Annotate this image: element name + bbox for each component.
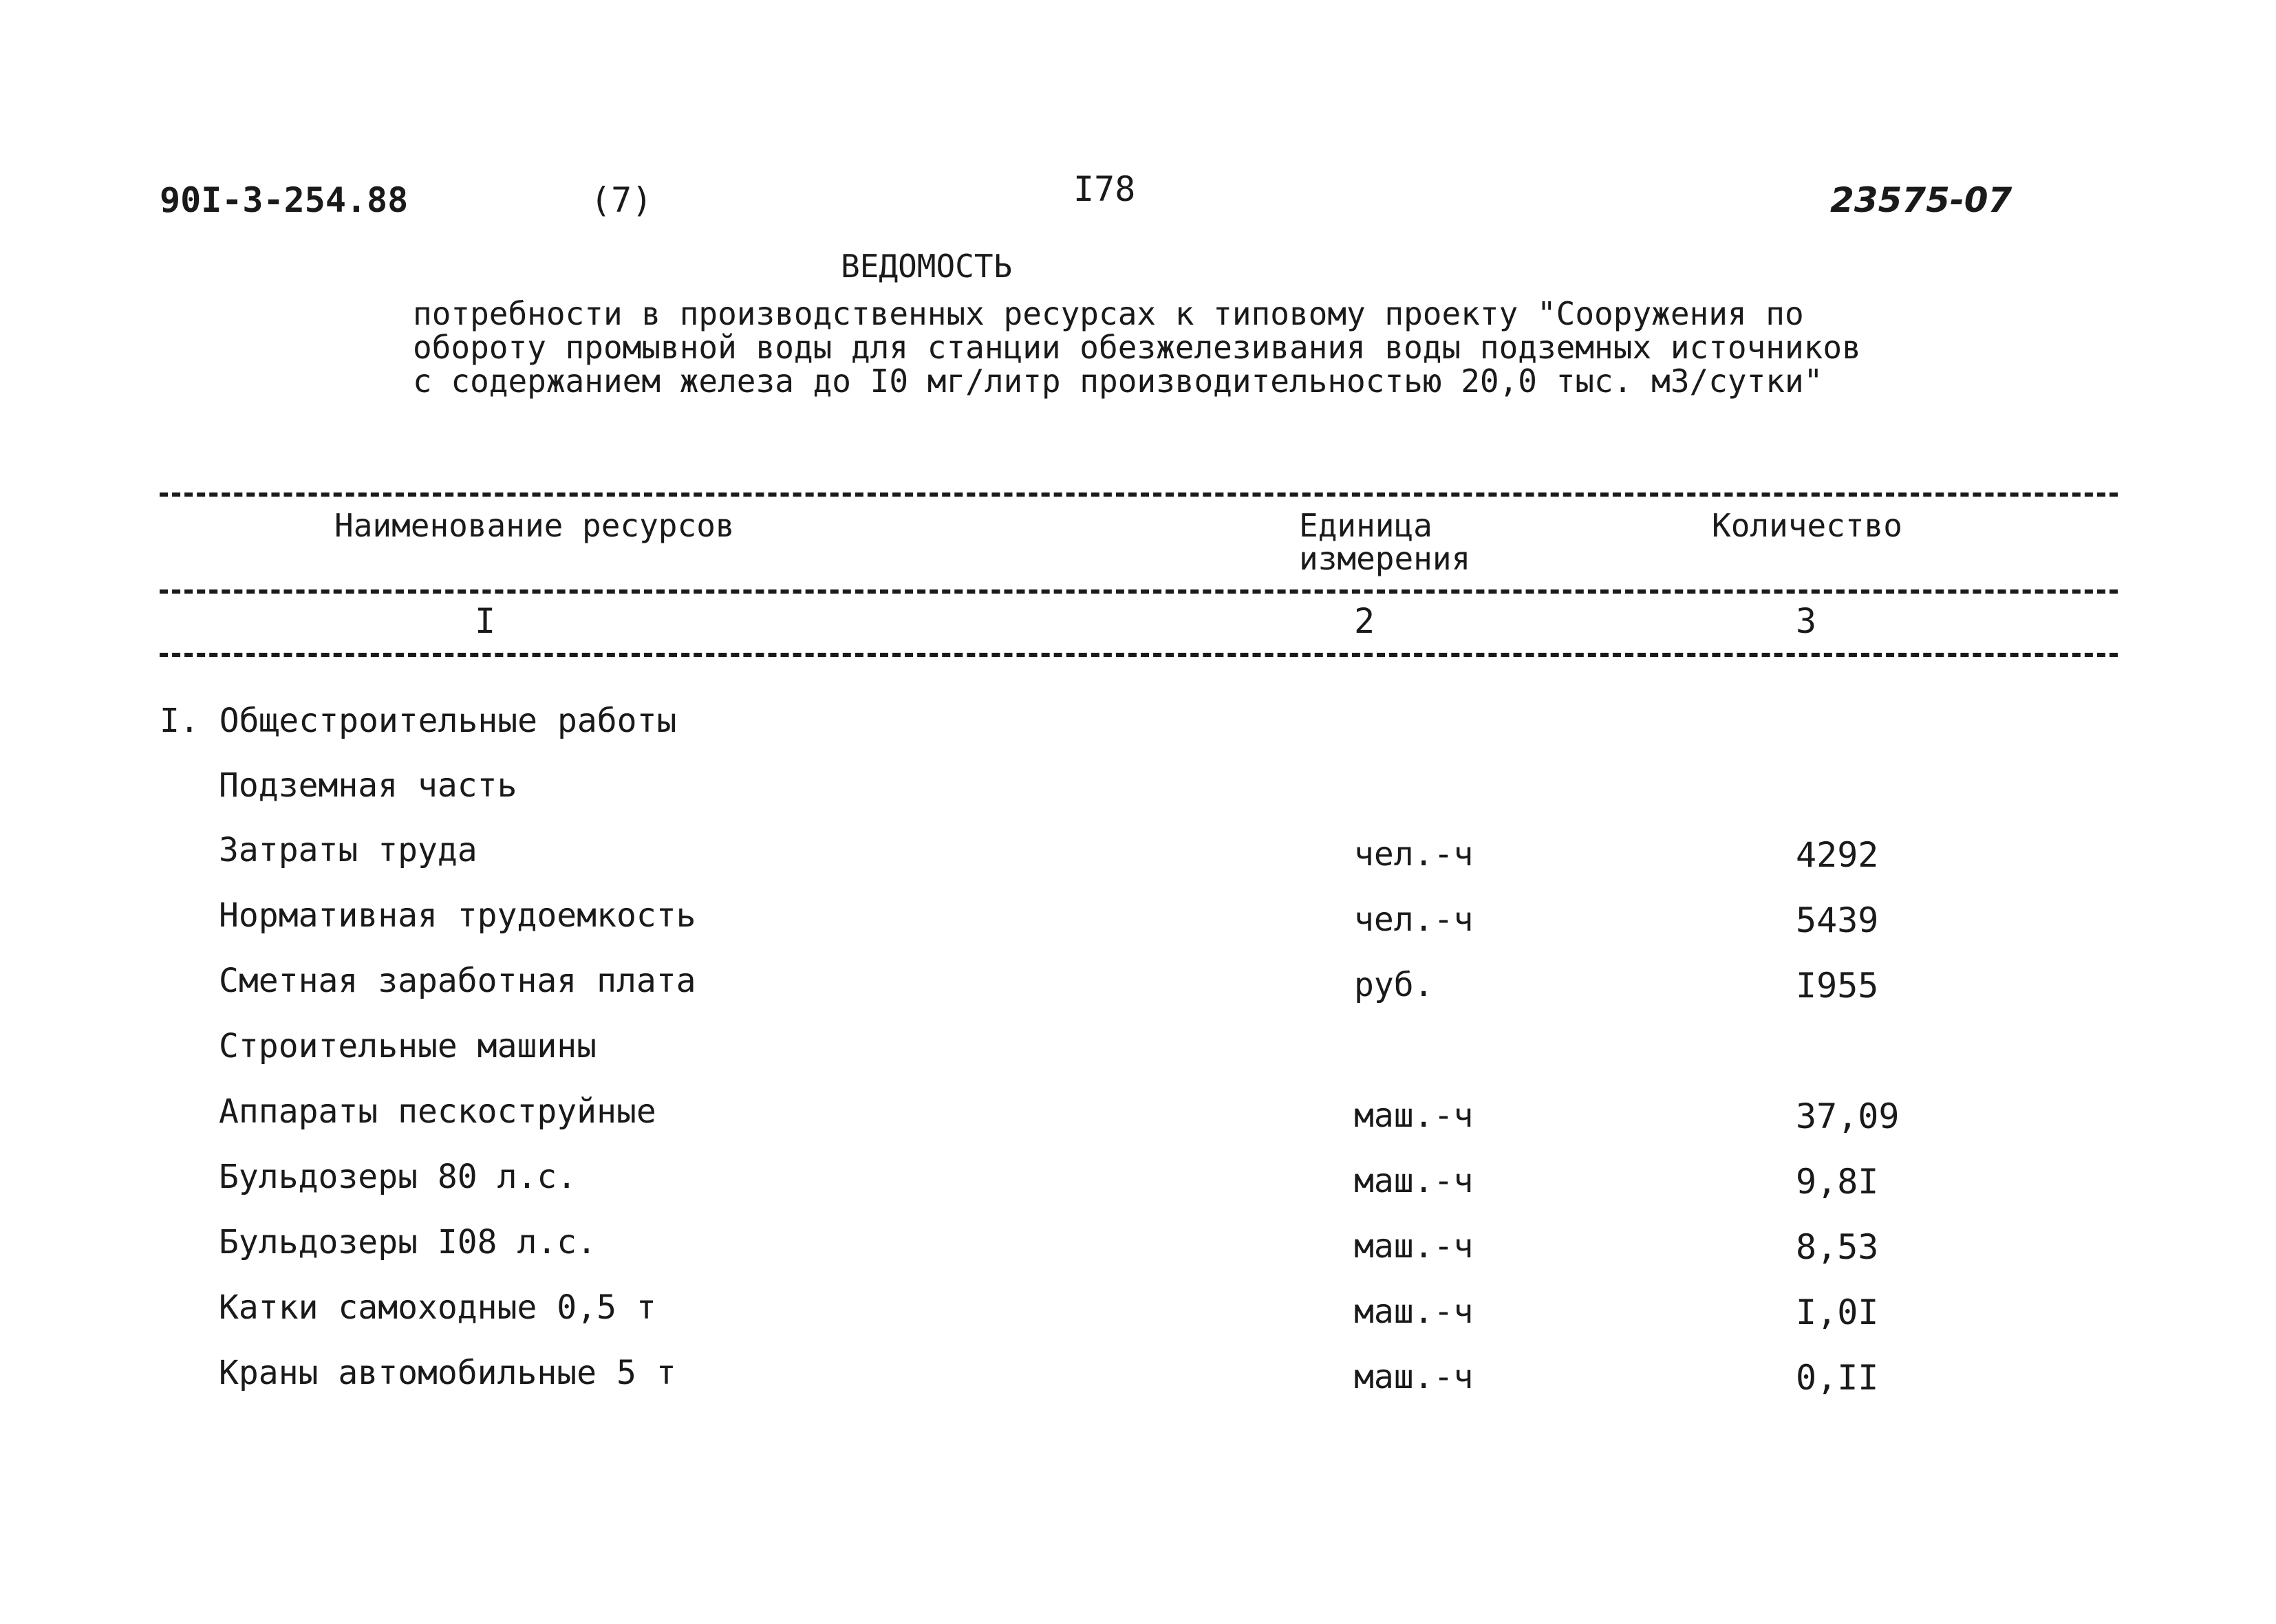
table-header-rule <box>160 589 2118 594</box>
row-unit: руб. <box>1354 966 1434 1004</box>
column-number-3: 3 <box>1796 601 1817 641</box>
row-quantity: I955 <box>1796 966 1879 1006</box>
row-quantity: I,0I <box>1796 1292 1879 1332</box>
column-header-quantity: Количество <box>1712 507 1902 544</box>
table-row <box>0 1223 2276 1278</box>
document-title: ВЕДОМОСТЬ <box>841 248 1013 285</box>
table-row <box>0 1158 2276 1213</box>
row-unit: чел.-ч <box>1354 835 1474 874</box>
sheet-number: (7) <box>590 180 653 220</box>
row-quantity: 8,53 <box>1796 1227 1879 1267</box>
column-header-unit: Единица измерения <box>1299 507 1471 577</box>
table-row <box>0 831 2276 886</box>
row-name: Бульдозеры I08 л.с. <box>219 1223 597 1262</box>
row-unit: маш.-ч <box>1354 1292 1474 1331</box>
row-name: Затраты труда <box>219 831 477 869</box>
album-number: 23575-07 <box>1830 180 2012 220</box>
row-unit: маш.-ч <box>1354 1358 1474 1396</box>
table-row <box>0 1027 2276 1082</box>
table-row <box>0 896 2276 951</box>
row-name: Краны автомобильные 5 т <box>219 1354 676 1392</box>
document-code: 90I-3-254.88 <box>160 180 409 220</box>
row-name: Аппараты пескоструйные <box>219 1092 656 1131</box>
column-header-name: Наименование ресурсов <box>334 507 735 544</box>
row-name: Сметная заработная плата <box>219 962 696 1000</box>
table-row <box>0 1288 2276 1343</box>
row-unit: маш.-ч <box>1354 1162 1474 1200</box>
row-name: Нормативная трудоемкость <box>219 896 696 935</box>
column-number-2: 2 <box>1354 601 1375 641</box>
row-unit: маш.-ч <box>1354 1227 1474 1266</box>
row-quantity: 0,II <box>1796 1358 1879 1398</box>
row-unit: маш.-ч <box>1354 1096 1474 1135</box>
table-top-rule <box>160 492 2118 497</box>
table-row <box>0 766 2276 821</box>
table-row <box>0 1092 2276 1147</box>
row-quantity: 37,09 <box>1796 1096 1900 1136</box>
row-unit: чел.-ч <box>1354 900 1474 939</box>
section-title: I. Общестроительные работы <box>160 702 677 740</box>
row-quantity: 5439 <box>1796 900 1879 940</box>
table-number-rule <box>160 653 2118 657</box>
column-number-1: I <box>475 601 496 641</box>
table-row <box>0 1354 2276 1409</box>
row-name: Подземная часть <box>219 766 517 805</box>
row-name: Бульдозеры 80 л.с. <box>219 1158 577 1196</box>
row-name: Строительные машины <box>219 1027 597 1065</box>
table-row <box>0 962 2276 1017</box>
page-number: I78 <box>1073 169 1136 209</box>
document-subtitle: потребности в производственных ресурсах к типовому проекту "Сооружения по обороту промывной воды для станции обезжелезивания воды подземных источников с содержанием железа до I0 мг/литр производительностью 20,0 тыс. м3/сутки" <box>413 295 1861 400</box>
row-quantity: 4292 <box>1796 835 1879 875</box>
row-name: Катки самоходные 0,5 т <box>219 1288 656 1327</box>
row-quantity: 9,8I <box>1796 1162 1879 1202</box>
